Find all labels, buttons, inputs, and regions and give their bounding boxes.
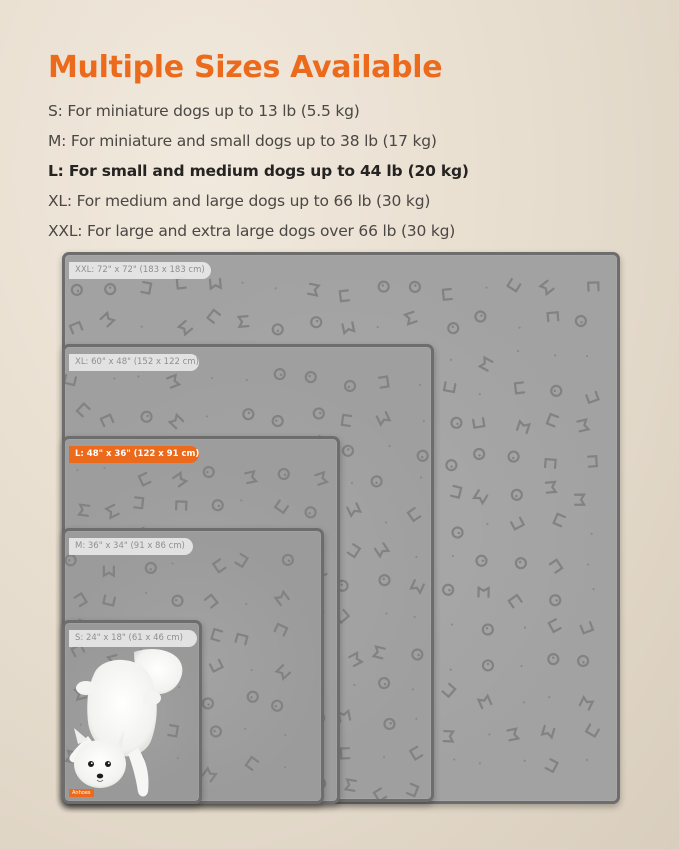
size-line-m: M: For miniature and small dogs up to 38 lb (17 kg) bbox=[48, 132, 437, 150]
size-tag-s: S: 24" x 18" (61 x 46 cm) bbox=[69, 630, 197, 647]
size-line-l: L: For small and medium dogs up to 44 lb (20 kg) bbox=[48, 162, 469, 180]
brand-label: Anhoes bbox=[69, 789, 94, 797]
page-title: Multiple Sizes Available bbox=[48, 50, 443, 85]
size-line-xl: XL: For medium and large dogs up to 66 lb (30 kg) bbox=[48, 192, 431, 210]
size-list bbox=[48, 96, 469, 246]
size-tag-l: L: 48" x 36" (122 x 91 cm) bbox=[69, 446, 199, 463]
size-line-s: S: For miniature dogs up to 13 lb (5.5 kg) bbox=[48, 102, 360, 120]
dog-image bbox=[64, 640, 192, 802]
size-tag-xxl: XXL: 72" x 72" (183 x 183 cm) bbox=[69, 262, 211, 279]
size-tag-xl: XL: 60" x 48" (152 x 122 cm) bbox=[69, 354, 199, 371]
size-tag-m: M: 36" x 34" (91 x 86 cm) bbox=[69, 538, 193, 555]
size-line-xxl: XXL: For large and extra large dogs over 66 lb (30 kg) bbox=[48, 222, 456, 240]
